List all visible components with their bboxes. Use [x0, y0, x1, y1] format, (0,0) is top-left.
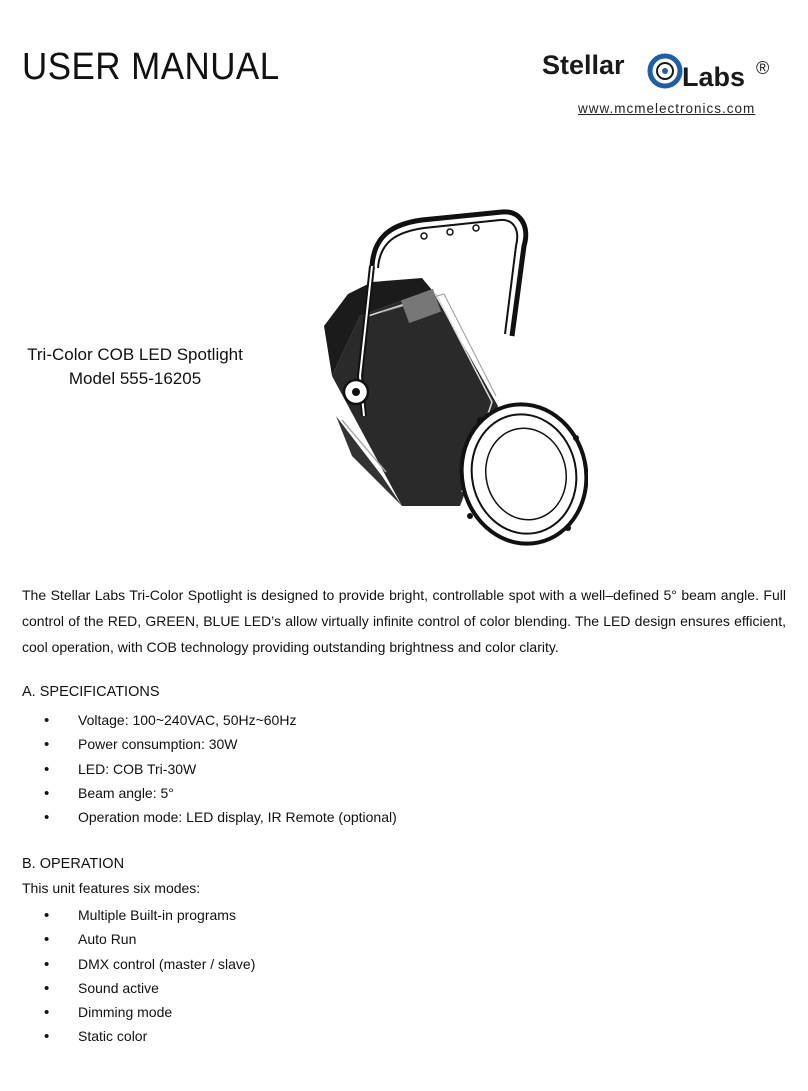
list-item: • Sound active	[44, 979, 159, 997]
list-item: • Voltage: 100~240VAC, 50Hz~60Hz	[44, 712, 297, 729]
operation-list	[44, 903, 255, 1049]
list-item: • Operation mode: LED display, IR Remote (optional)	[44, 809, 397, 827]
list-item: • DMX control (master / slave)	[44, 955, 256, 973]
product-name: Tri-Color COB LED Spotlight	[27, 345, 243, 364]
list-item: • Multiple Built-in programs	[44, 907, 236, 924]
list-item: • Power consumption: 30W	[44, 736, 238, 754]
product-info	[20, 343, 250, 391]
logo-word-stellar: Stellar	[542, 50, 625, 80]
list-item: • Static color	[44, 1028, 148, 1046]
spotlight-illustration	[312, 206, 588, 546]
logo-registered-mark: ®	[756, 58, 770, 78]
operation-heading: B. OPERATION	[22, 856, 125, 872]
specifications-list	[44, 708, 397, 829]
intro-paragraph: The Stellar Labs Tri-Color Spotlight is designed to provide bright, controllable spot with a well–defined 5° beam angle. Full control of the RED, GREEN, BLUE LED’s allow virtually infinite control of color blending. The LED design ensures efficient, cool operation, with COB technology providing outstanding brightness and color clarity.	[22, 587, 786, 655]
stellar-labs-logo	[540, 44, 780, 100]
list-item: • Auto Run	[44, 931, 137, 949]
page-title: USER MANUAL	[22, 46, 280, 88]
logo-word-labs: Labs	[682, 62, 746, 92]
product-model: Model 555-16205	[68, 369, 202, 388]
logo-ring-icon	[650, 56, 680, 86]
operation-subheading: This unit features six modes:	[22, 880, 201, 896]
specifications-heading: A. SPECIFICATIONS	[22, 684, 160, 700]
list-item: • Beam angle: 5°	[44, 784, 174, 802]
list-item: • Dimming mode	[44, 1004, 173, 1022]
website-link[interactable]: www.mcmelectronics.com	[578, 101, 756, 116]
list-item: • LED: COB Tri-30W	[44, 760, 197, 778]
